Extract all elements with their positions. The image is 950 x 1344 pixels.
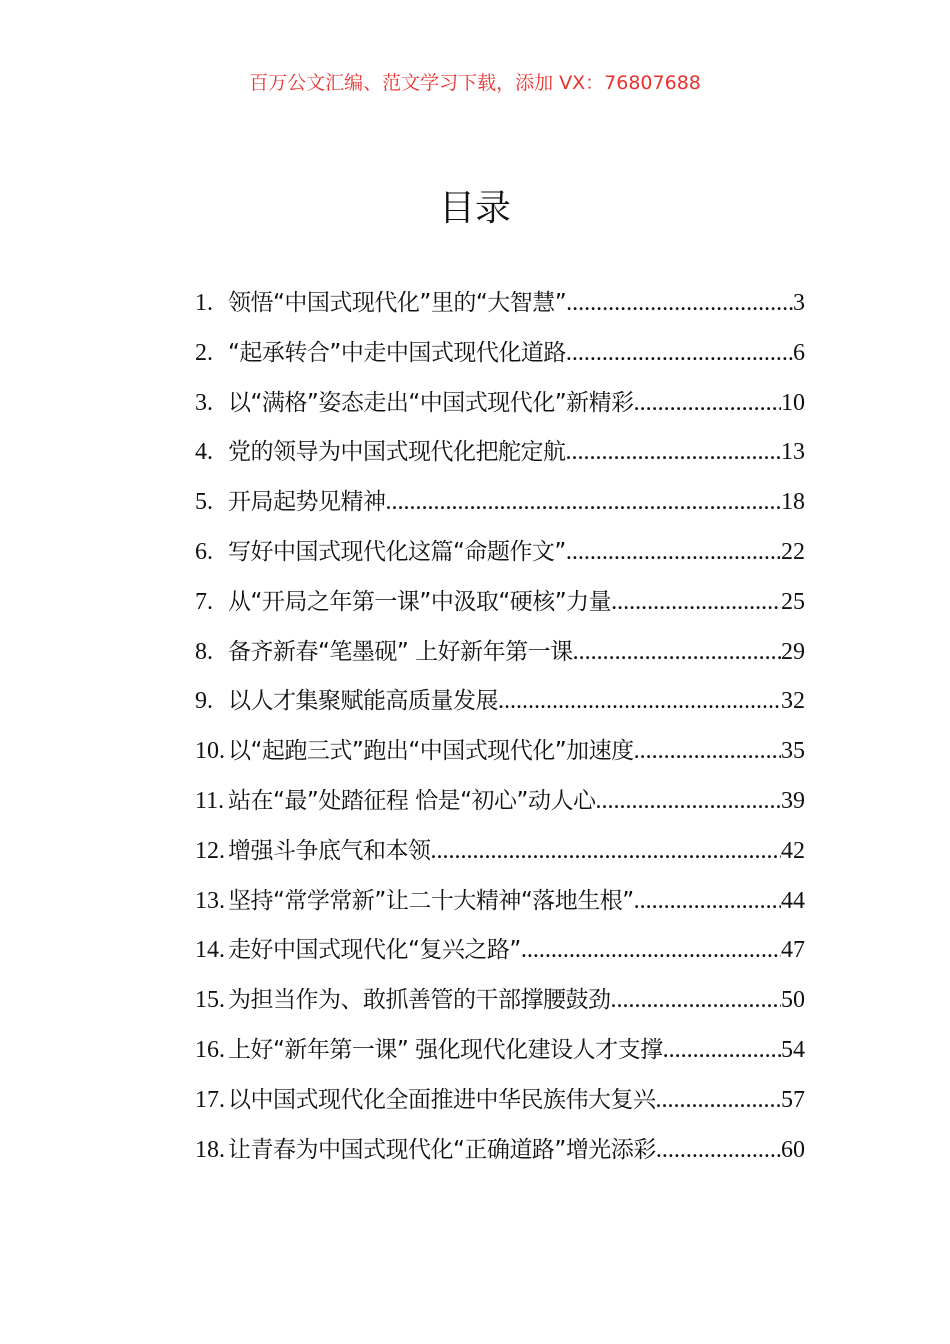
toc-page-number: 32 [781, 688, 805, 715]
toc-entry[interactable] [195, 981, 805, 1031]
dot-leader [566, 539, 781, 566]
dot-leader [498, 688, 781, 715]
toc-title: 开局起势见精神 [228, 489, 386, 516]
dot-leader [386, 489, 782, 516]
toc-title: 以“满格”姿态走出“中国式现代化”新精彩 [228, 389, 634, 416]
dot-leader [656, 1087, 782, 1114]
toc-entry[interactable] [195, 1031, 805, 1081]
toc-page-number: 35 [781, 738, 805, 765]
page-title: 目录 [438, 188, 511, 229]
toc-number: 11. [195, 787, 225, 814]
toc-entry[interactable] [195, 682, 805, 732]
toc-page-number: 60 [781, 1136, 805, 1163]
dot-leader [634, 390, 781, 417]
toc-number: 4. [195, 439, 213, 466]
toc-title: 写好中国式现代化这篇“命题作文” [228, 538, 566, 565]
toc-title: 上好“新年第一课” 强化现代化建设人才支撑 [228, 1036, 663, 1063]
toc-entry[interactable] [195, 384, 805, 434]
toc-number: 2. [195, 339, 213, 366]
toc-number: 9. [195, 688, 213, 715]
toc-page-number: 39 [781, 787, 805, 814]
toc-number: 6. [195, 538, 213, 565]
toc-title: 增强斗争底气和本领 [228, 837, 431, 864]
toc-entry[interactable] [195, 583, 805, 633]
table-of-contents [195, 284, 805, 1180]
toc-page-number: 54 [781, 1036, 805, 1063]
toc-entry[interactable] [195, 782, 805, 832]
toc-title: 为担当作为、敢抓善管的干部撑腰鼓劲 [228, 987, 611, 1014]
toc-title: 让青春为中国式现代化“正确道路”增光添彩 [228, 1136, 656, 1163]
toc-entry[interactable] [195, 284, 805, 334]
dot-leader [566, 340, 793, 367]
toc-title: 备齐新春“笔墨砚” 上好新年第一课 [228, 638, 573, 665]
toc-title: 坚持“常学常新”让二十大精神“落地生根” [228, 887, 634, 914]
toc-number: 8. [195, 638, 213, 665]
toc-title: 站在“最”处踏征程 恰是“初心”动人心 [228, 787, 596, 814]
toc-entry[interactable] [195, 334, 805, 384]
toc-title: 党的领导为中国式现代化把舵定航 [228, 439, 566, 466]
toc-title: “起承转合”中走中国式现代化道路 [228, 339, 566, 366]
toc-title: 走好中国式现代化“复兴之路” [228, 937, 521, 964]
toc-title: 领悟“中国式现代化”里的“大智慧” [228, 290, 567, 316]
toc-entry[interactable] [195, 931, 805, 981]
header-banner: 百万公文汇编、范文学习下载，添加 VX：76807688 [249, 72, 701, 94]
dot-leader [634, 738, 781, 765]
toc-page-number: 44 [781, 887, 805, 914]
toc-page-number: 29 [781, 638, 805, 665]
dot-leader [573, 639, 781, 666]
toc-entry[interactable] [195, 433, 805, 483]
toc-title: 从“开局之年第一课”中汲取“硬核”力量 [228, 588, 612, 615]
toc-page-number: 25 [781, 588, 805, 615]
toc-number: 13. [195, 887, 225, 914]
toc-entry[interactable] [195, 533, 805, 583]
toc-number: 18. [195, 1136, 225, 1163]
toc-number: 16. [195, 1036, 225, 1063]
toc-page-number: 42 [781, 837, 805, 864]
toc-page-number: 18 [781, 489, 805, 516]
toc-entry[interactable] [195, 832, 805, 882]
dot-leader [663, 1037, 781, 1064]
toc-entry[interactable] [195, 1131, 805, 1181]
toc-number: 15. [195, 987, 225, 1014]
dot-leader [611, 589, 781, 616]
toc-entry[interactable] [195, 732, 805, 782]
toc-title: 以人才集聚赋能高质量发展 [228, 688, 498, 715]
toc-title: 以中国式现代化全面推进中华民族伟大复兴 [228, 1086, 656, 1113]
toc-entry[interactable] [195, 633, 805, 683]
dot-leader [431, 838, 782, 865]
toc-entry[interactable] [195, 882, 805, 932]
toc-page-number: 57 [781, 1086, 805, 1113]
toc-number: 3. [195, 389, 213, 416]
toc-page-number: 22 [781, 538, 805, 565]
dot-leader [634, 888, 781, 915]
dot-leader [656, 1137, 781, 1164]
toc-page-number: 47 [781, 937, 805, 964]
toc-entry[interactable] [195, 1081, 805, 1131]
toc-page-number: 10 [781, 389, 805, 416]
toc-page-number: 3 [793, 290, 805, 316]
toc-number: 14. [195, 937, 225, 964]
toc-number: 7. [195, 588, 213, 615]
toc-page-number: 50 [781, 987, 805, 1014]
toc-entry[interactable] [195, 483, 805, 533]
toc-number: 1. [195, 290, 213, 316]
toc-number: 17. [195, 1086, 225, 1113]
dot-leader [521, 937, 781, 964]
toc-number: 12. [195, 837, 225, 864]
toc-page-number: 6 [793, 339, 805, 366]
dot-leader [566, 290, 793, 317]
toc-number: 10. [195, 738, 225, 765]
dot-leader [611, 987, 782, 1014]
toc-page-number: 13 [781, 439, 805, 466]
dot-leader [595, 788, 781, 815]
toc-title: 以“起跑三式”跑出“中国式现代化”加速度 [228, 738, 634, 765]
dot-leader [566, 439, 782, 466]
toc-number: 5. [195, 489, 213, 516]
